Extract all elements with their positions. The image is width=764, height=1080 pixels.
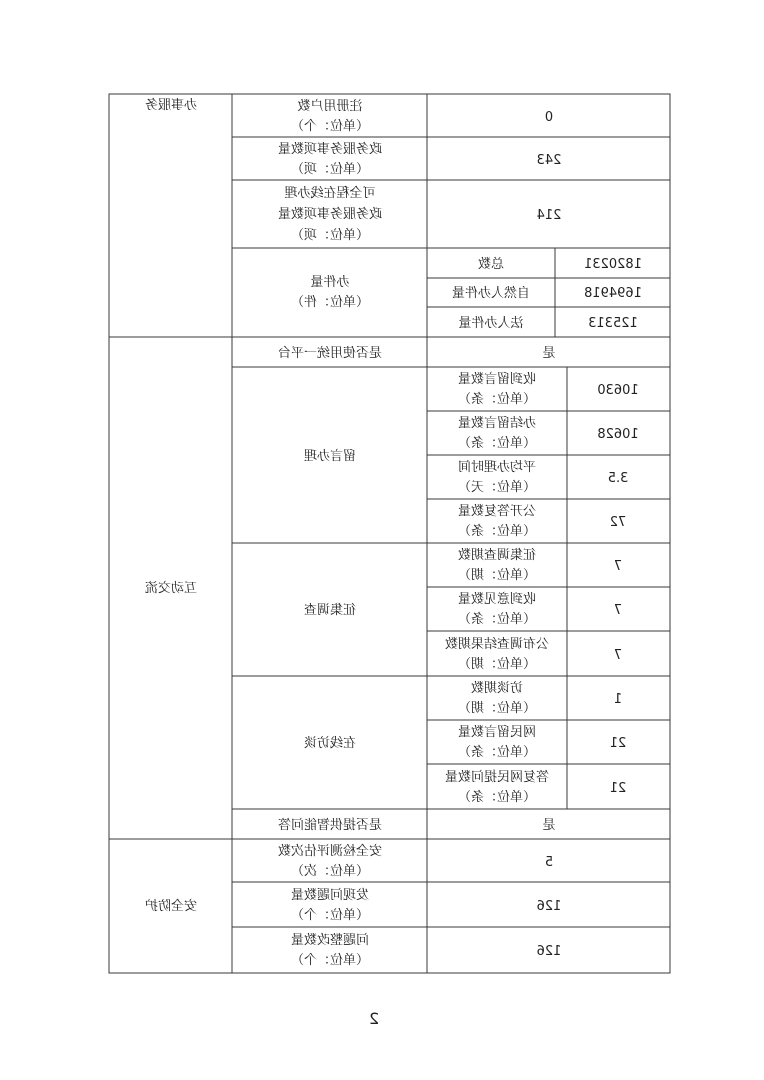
interview-messages-value: 21 bbox=[609, 736, 627, 751]
interview-answers-unit: （单位：条） bbox=[457, 790, 537, 805]
online-items-unit: （单位：项） bbox=[290, 228, 370, 243]
survey-periods-unit: （单位：期） bbox=[457, 568, 537, 583]
table-grid bbox=[109, 94, 670, 973]
msg-public-unit: （单位：条） bbox=[457, 524, 537, 539]
volume-legal-label: 法人办件量 bbox=[458, 316, 524, 331]
msg-public-label: 公开答复数量 bbox=[457, 504, 537, 519]
volume-label: 办件量 bbox=[310, 275, 350, 290]
interview-answers-value: 21 bbox=[609, 781, 627, 796]
survey-opinions-label: 收到意见数量 bbox=[457, 592, 537, 607]
issues-fixed-value: 126 bbox=[536, 944, 562, 959]
msg-completed-label: 办结留言数量 bbox=[457, 416, 537, 431]
issues-found-value: 126 bbox=[536, 899, 562, 914]
volume-unit: （单位：件） bbox=[290, 295, 370, 310]
smart-qa-label: 是否提供智能问答 bbox=[277, 818, 383, 833]
msg-public-value: 72 bbox=[609, 515, 627, 530]
msg-avg-time-label: 平均办理时间 bbox=[457, 460, 537, 475]
msg-received-label: 收到留言数量 bbox=[457, 372, 537, 387]
registered-users-value: 0 bbox=[544, 110, 554, 125]
online-items-label-2: 政务服务事项数量 bbox=[277, 207, 383, 222]
security-checks-value: 5 bbox=[544, 855, 554, 870]
msg-completed-value: 10628 bbox=[597, 427, 639, 442]
survey-opinions-unit: （单位：条） bbox=[457, 612, 537, 627]
volume-natural-value: 1694918 bbox=[584, 286, 642, 301]
security-checks-label: 安全检测评估次数 bbox=[277, 844, 383, 859]
online-items-value: 214 bbox=[536, 208, 562, 223]
interview-periods-unit: （单位：期） bbox=[457, 701, 537, 716]
interview-answers-label: 答复网民提问数量 bbox=[444, 770, 550, 785]
section-service: 办事服务 bbox=[144, 98, 198, 113]
online-items-label-1: 可全程在线办理 bbox=[284, 186, 376, 201]
registered-users-label: 注册用户数 bbox=[297, 99, 363, 114]
service-items-value: 243 bbox=[536, 153, 562, 168]
survey-periods-label: 征集调查期数 bbox=[457, 548, 537, 563]
issues-found-unit: （单位：个） bbox=[290, 908, 370, 923]
registered-users-unit: （单位：个） bbox=[290, 119, 370, 134]
survey-results-label: 公布调查结果期数 bbox=[444, 637, 550, 652]
survey-results-value: 7 bbox=[613, 648, 623, 663]
msg-avg-time-unit: （单位：天） bbox=[457, 480, 537, 495]
issues-found-label: 发现问题数量 bbox=[290, 888, 370, 903]
smart-qa-value: 是 bbox=[542, 818, 556, 833]
survey-periods-value: 7 bbox=[613, 559, 623, 574]
section-security: 安全防护 bbox=[144, 899, 198, 914]
msg-completed-unit: （单位：条） bbox=[457, 436, 537, 451]
interview-messages-unit: （单位：条） bbox=[457, 745, 537, 760]
messages-group-label: 留言办理 bbox=[303, 449, 357, 464]
msg-received-unit: （单位：条） bbox=[457, 392, 537, 407]
unified-platform-value: 是 bbox=[542, 346, 556, 361]
msg-received-value: 10630 bbox=[597, 383, 639, 398]
volume-total-value: 1820231 bbox=[584, 257, 642, 272]
survey-group-label: 征集调查 bbox=[303, 603, 357, 618]
page-number: 2 bbox=[368, 1009, 380, 1028]
interview-periods-label: 访谈期数 bbox=[470, 681, 524, 696]
volume-total-label: 总数 bbox=[477, 257, 505, 272]
survey-opinions-value: 7 bbox=[613, 603, 623, 618]
service-items-unit: （单位：项） bbox=[290, 162, 370, 177]
section-interaction: 互动交流 bbox=[144, 581, 198, 596]
interview-messages-label: 网民留言数量 bbox=[457, 725, 537, 740]
issues-fixed-unit: （单位：个） bbox=[290, 953, 370, 968]
interview-group-label: 在线访谈 bbox=[303, 736, 357, 751]
msg-avg-time-value: 3.5 bbox=[607, 471, 629, 486]
security-checks-unit: （单位：次） bbox=[290, 864, 370, 879]
interview-periods-value: 1 bbox=[613, 692, 623, 707]
volume-legal-value: 125313 bbox=[588, 316, 638, 331]
survey-results-unit: （单位：期） bbox=[457, 657, 537, 672]
issues-fixed-label: 问题整改数量 bbox=[290, 933, 370, 948]
service-items-label: 政务服务事项数量 bbox=[277, 142, 383, 157]
unified-platform-label: 是否使用统一平台 bbox=[277, 346, 383, 361]
volume-natural-label: 自然人办件量 bbox=[451, 286, 531, 301]
